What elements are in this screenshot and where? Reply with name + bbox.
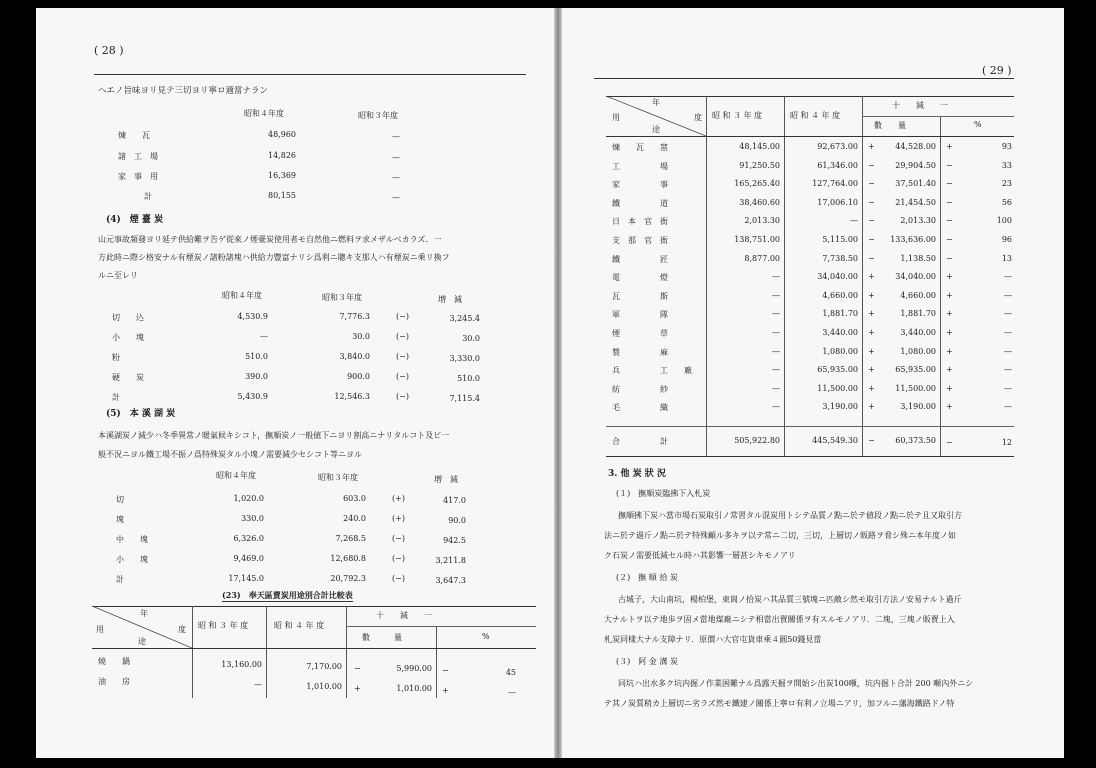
table-row-label: 計 <box>112 393 120 402</box>
big-table-total-rule <box>606 426 1014 427</box>
big-table-row-qty: 65,935.00 <box>895 365 936 375</box>
big-table-row-sign: + <box>946 290 953 300</box>
big-table-total-sign: − <box>868 436 875 445</box>
table-row-value: 7,268.5 <box>335 534 366 543</box>
table5-header: 昭和３年度 <box>318 473 358 482</box>
big-table-row-sign: + <box>868 346 875 356</box>
table-row-change: 3,647.3 <box>435 576 466 585</box>
table23-row-b: 7,170.00 <box>306 662 342 671</box>
big-table-row-b: 5,115.00 <box>822 235 858 244</box>
big-table-row-label: 紡 紗 <box>612 384 668 394</box>
intro-line: ヘエノ旨味ヨリ見テ三切ヨリ寧ロ適當ナラン <box>98 86 269 96</box>
table-row-sign: (−) <box>392 574 405 583</box>
big-table-row-sign: − <box>946 179 953 189</box>
big-table-row-label: 電 燈 <box>612 273 668 283</box>
big-table-row-qty: 2,013.30 <box>900 216 936 226</box>
usage-row-value: 16,369 <box>268 171 296 180</box>
big-table-vline <box>940 116 941 456</box>
big-table-row-sign: + <box>946 346 953 356</box>
table4-header: 昭和４年度 <box>222 291 262 300</box>
table23-row-qty: 5,990.00 <box>396 664 432 673</box>
big-table-corner-left: 用 <box>612 113 620 122</box>
table23-col-1929: 昭 和 ４ 年 度 <box>274 621 325 630</box>
big-table-row-pct: — <box>1004 309 1012 319</box>
book-spine <box>554 8 562 758</box>
sub2-title: (２) 撫 順 拾 炭 <box>616 573 678 582</box>
big-table-row-sign: + <box>868 142 875 151</box>
table23-row-sign: − <box>442 666 449 675</box>
big-table-row-qty: 37,501.40 <box>895 179 936 189</box>
usage-row-value: — <box>392 132 400 141</box>
big-table-col-qty: 數 量 <box>874 121 906 130</box>
table23-vline <box>266 606 267 698</box>
table-row-change: 90.0 <box>448 516 466 525</box>
table-row-value: 603.0 <box>343 494 366 503</box>
page-number-left: ( 28 ) <box>94 44 124 57</box>
usage-total-value: 80,155 <box>268 191 296 200</box>
table23-corner-bottom: 途 <box>138 637 146 646</box>
table-row-label: 小 塊 <box>116 555 148 564</box>
big-table-corner-bottom: 途 <box>652 125 660 134</box>
usage-row-label: 家 事 用 <box>118 172 158 181</box>
big-table-row-label: 煙 草 <box>612 329 668 338</box>
big-table-row-qty: 3,440.00 <box>900 328 936 337</box>
sub3-text-line: 同坑ハ出水多ク坑内掘ノ作業困難ナル爲露天掘ヲ開始シ出炭100噸，坑内掘ト合計 200 噸內外ニシ <box>618 679 974 688</box>
table-row-value: 20,792.3 <box>330 574 366 583</box>
sub2-text-line: 札炭同樣大ナル支障ナリ．原價ハ大官屯貨車乘４圓50錢見當 <box>604 635 822 644</box>
big-table-row-sign: + <box>868 365 875 375</box>
table23-corner-left: 用 <box>96 625 104 634</box>
table23-row-label: 燒 鍋 <box>98 657 130 666</box>
table-row-label: 硬 炭 <box>112 373 144 382</box>
big-table-col-1929: 昭 和 ４ 年 度 <box>790 111 841 120</box>
big-table-row-a: 8,877.00 <box>744 253 780 263</box>
table-row-value: 3,840.0 <box>339 352 370 361</box>
table-row-change: 510.0 <box>457 374 480 383</box>
table-row-value: 1,020.0 <box>233 494 264 503</box>
big-table-row-pct: 33 <box>1001 160 1012 170</box>
big-table-row-sign: + <box>868 402 875 412</box>
right-page <box>562 8 1064 758</box>
table-row-sign: (−) <box>392 554 405 563</box>
big-table-row-sign: − <box>868 253 875 263</box>
table-row-value: 30.0 <box>352 332 370 341</box>
usage-row-value: 48,960 <box>268 130 296 139</box>
big-table-row-pct: 23 <box>1001 179 1012 189</box>
table-row-label: 計 <box>116 575 124 584</box>
table-row-change: 3,211.8 <box>435 556 466 565</box>
big-table-row-label: 兵 工 廠 <box>612 366 692 376</box>
big-table-row-pct: — <box>1004 272 1012 282</box>
big-table-row-sign: + <box>868 328 875 337</box>
big-table-row-sign: − <box>868 235 875 244</box>
big-table-row-pct: 96 <box>1001 235 1012 244</box>
big-table-row-b: 3,190.00 <box>822 402 858 412</box>
big-table-row-a: — <box>772 328 780 337</box>
big-table-row-b: 65,935.00 <box>817 365 858 375</box>
big-table-row-label: 家 事 <box>612 180 668 190</box>
table-row-change: 30.0 <box>462 334 480 343</box>
big-table-row-pct: — <box>1004 402 1012 412</box>
usage-header-1929: 昭和４年度 <box>244 109 284 118</box>
big-table-col-change: 十 減 一 <box>892 101 948 110</box>
big-table-row-pct: 100 <box>996 216 1012 226</box>
table-row-sign: (−) <box>396 392 409 401</box>
big-table-row-a: 91,250.50 <box>739 160 780 170</box>
big-table-row-pct: — <box>1004 290 1012 300</box>
big-table-row-pct: 56 <box>1001 197 1012 207</box>
big-table-row-sign: + <box>946 328 953 337</box>
big-table-row-qty: 1,138.50 <box>900 253 936 263</box>
big-table-row-sign: + <box>868 383 875 393</box>
big-table-row-label: 煉 瓦 窰 <box>612 143 668 152</box>
section3-title: 3. 他 炭 狀 況 <box>608 469 666 479</box>
table-row-value: 5,430.9 <box>237 392 268 401</box>
big-table-header-rule <box>606 136 1014 137</box>
table23-vline <box>192 606 193 698</box>
usage-row-value: — <box>392 173 400 182</box>
table-row-label: 切 込 <box>112 313 144 322</box>
sub3-text-line: テ其ノ炭質稍カ上層切ニ劣ラズ然モ鐵建ノ關係上寧ロ有利ノ立場ニアリ，加フルニ藩海鐵路ドノ特 <box>604 699 955 708</box>
page-number-right: ( 29 ) <box>982 64 1012 77</box>
table23-sub-rule <box>346 626 536 627</box>
big-table-row-pct: 93 <box>1001 142 1012 151</box>
table-row-label: 粉 <box>112 353 120 362</box>
left-page <box>36 8 554 758</box>
table-row-value: 17,145.0 <box>228 574 264 583</box>
table-row-value: 12,546.3 <box>334 392 370 401</box>
big-table-row-a: — <box>772 290 780 300</box>
big-table-row-label: 日 本 官 衙 <box>612 217 668 227</box>
big-table-row-a: — <box>772 402 780 412</box>
big-table-total-sign: − <box>946 438 953 447</box>
section5-text-line: 本溪湖炭ノ減少ハ冬季異常ノ暖氣候キシコト，撫順炭ノ一般値下ニヨリ割高ニナリタルコト及ビ一 <box>98 431 450 440</box>
table-row-value: 330.0 <box>241 514 264 523</box>
big-table-row-qty: 44,528.00 <box>895 142 936 151</box>
big-table-row-pct: — <box>1004 383 1012 393</box>
table-row-label: 切 <box>116 495 124 504</box>
table-row-change: 417.0 <box>443 496 466 505</box>
big-table-row-a: 165,265.40 <box>734 179 780 189</box>
table-row-sign: (−) <box>396 332 409 341</box>
big-table-row-label: 支 那 官 衙 <box>612 236 668 245</box>
usage-total-value: — <box>392 193 400 202</box>
big-table-total-a: 505,922.80 <box>734 436 780 445</box>
big-table-row-a: 48,145.00 <box>739 142 780 151</box>
table23-row-pct: 45 <box>505 668 516 677</box>
section4-text-line: ルニ至レリ <box>98 271 138 280</box>
big-table-row-label: 工 場 <box>612 161 668 171</box>
big-table-row-a: — <box>772 309 780 319</box>
table4-header: 昭和３年度 <box>322 293 362 302</box>
table-row-sign: (−) <box>396 372 409 381</box>
big-table-row-sign: − <box>868 160 875 170</box>
sub1-text-line: ク石炭ノ需要低減セル時ハ其影響一層甚シキモノアリ <box>604 551 796 560</box>
header-rule-right <box>594 78 1014 79</box>
table-row-value: 390.0 <box>245 372 268 381</box>
table23-row-label: 油 房 <box>98 677 130 686</box>
table23-vline <box>346 606 347 698</box>
big-table-total-pct: 12 <box>1001 438 1012 447</box>
big-table-row-sign: − <box>946 197 953 207</box>
big-table-row-label: 鐵 道 <box>612 198 668 208</box>
big-table-total-qty: 60,373.50 <box>895 436 936 445</box>
big-table-row-a: — <box>772 383 780 393</box>
big-table-col-pct: % <box>974 120 982 129</box>
table-row-sign: (−) <box>396 312 409 321</box>
table-row-value: 240.0 <box>343 514 366 523</box>
table-row-label: 塊 <box>116 515 124 524</box>
big-table-row-sign: + <box>946 142 953 151</box>
usage-header-1928: 昭和３年度 <box>358 111 398 120</box>
table-row-value: 6,326.0 <box>233 534 264 543</box>
big-table-row-b: 61,346.00 <box>817 160 858 170</box>
big-table-row-a: — <box>772 365 780 375</box>
table-row-change: 7,115.4 <box>449 394 480 403</box>
big-table-row-sign: − <box>946 235 953 244</box>
big-table-row-a: 38,460.60 <box>739 197 780 207</box>
header-rule <box>94 74 526 75</box>
table-row-value: 900.0 <box>347 372 370 381</box>
big-table-row-sign: + <box>868 272 875 282</box>
big-table-corner-right: 度 <box>694 113 702 122</box>
table-row-sign: (+) <box>392 514 405 523</box>
sub2-text-line: 大ナルトヲ以テ地歩ヲ固メ當地煤廠ニシテ相當出賣關係ヲ有スルモノアリ．二塊，三塊ノ販賣上入 <box>604 615 955 624</box>
big-table-row-label: 毛 織 <box>612 403 668 413</box>
big-table-row-qty: 21,454.50 <box>895 197 936 207</box>
table23-col-pct: % <box>482 632 490 641</box>
big-table-vline <box>862 96 863 456</box>
big-table-row-sign: − <box>946 160 953 170</box>
big-table-row-sign: − <box>868 179 875 189</box>
table-row-value: 12,680.8 <box>330 554 366 563</box>
sub1-title: (１) 撫順炭臨拂下入札炭 <box>616 489 711 498</box>
big-table-row-a: 2,013.30 <box>744 216 780 226</box>
usage-row-label: 諸 工 場 <box>118 152 158 161</box>
big-table-row-pct: — <box>1004 365 1012 375</box>
sub1-text-line: 撫順拂下炭ハ當市場石炭取引ノ常習タル混炭用トシテ品質ノ點ニ於テ値段ノ點ニ於テ且又取引方 <box>618 511 962 520</box>
table-row-sign: (+) <box>392 494 405 503</box>
table-row-change: 3,330.0 <box>449 354 480 363</box>
big-table-row-qty: 4,660.00 <box>900 290 936 300</box>
big-table-row-qty: 11,500.00 <box>895 383 936 393</box>
table-row-value: 7,776.3 <box>339 312 370 321</box>
big-table-row-sign: − <box>946 253 953 263</box>
big-table-row-b: 1,080.00 <box>822 346 858 356</box>
big-table-row-b: 127,764.00 <box>812 179 858 189</box>
big-table-row-qty: 3,190.00 <box>900 402 936 412</box>
table-row-change: 3,245.4 <box>449 314 480 323</box>
big-table-row-sign: − <box>868 197 875 207</box>
table-row-value: 510.0 <box>245 352 268 361</box>
sub3-title: (３) 阿 金 溝 炭 <box>616 657 678 666</box>
big-table-sub-rule <box>862 116 1014 117</box>
big-table-row-a: 138,751.00 <box>734 235 780 244</box>
big-table-row-b: 11,500.00 <box>817 383 858 393</box>
big-table-row-sign: + <box>946 309 953 319</box>
table-row-value: 4,530.9 <box>237 312 268 321</box>
sub1-text-line: 法ニ於テ過斤ノ點ニ於テ特殊顧ル多キヲ以テ常ニ二切，三切，上層切ノ販路ヲ脅シ殊ニ本年度ノ如 <box>604 531 956 540</box>
big-table-row-b: 17,006.10 <box>817 197 858 207</box>
big-table-row-qty: 34,040.00 <box>895 272 936 282</box>
table23-row-pct: — <box>508 688 516 697</box>
big-table-row-qty: 133,636.00 <box>890 235 936 244</box>
table-row-change: 942.5 <box>443 536 466 545</box>
table23-corner-top: 年 <box>140 609 148 618</box>
big-table-row-b: 92,673.00 <box>817 142 858 151</box>
table-row-label: 小 塊 <box>112 333 144 342</box>
big-table-row-sign: + <box>946 272 953 282</box>
big-table-row-sign: + <box>946 402 953 412</box>
table23-vline <box>436 626 437 698</box>
table23-col-1928: 昭 和 ３ 年 度 <box>198 621 249 630</box>
table5-header: 昭和４年度 <box>216 471 256 480</box>
table23-col-qty: 數 量 <box>362 633 402 642</box>
table-row-sign: (−) <box>392 534 405 543</box>
table-row-value: 9,469.0 <box>233 554 264 563</box>
big-table-total-b: 445,549.30 <box>812 436 858 445</box>
big-table-row-pct: — <box>1004 346 1012 356</box>
usage-row-value: 14,826 <box>268 151 296 160</box>
table23-row-b: 1,010.00 <box>306 682 342 691</box>
big-table-col-1928: 昭 和 ３ 年 度 <box>712 111 763 120</box>
table-row-sign: (−) <box>396 352 409 361</box>
big-table-row-label: 製 麻 <box>612 347 668 357</box>
usage-total-label: 計 <box>144 192 152 201</box>
section5-text-line: 般不況ニヨル鐵工場不振ノ爲特殊炭タル小塊ノ需要減少セシコト等ニヨル <box>98 450 362 459</box>
big-table-row-pct: — <box>1004 328 1012 337</box>
big-table-row-b: 1,881.70 <box>822 309 858 319</box>
section4-title: (4) 煙 臺 炭 <box>106 215 164 225</box>
table5-header: 増 減 <box>434 475 458 484</box>
big-table-row-sign: + <box>868 290 875 300</box>
big-table-row-sign: + <box>868 309 875 319</box>
big-table-row-b: 4,660.00 <box>822 290 858 300</box>
section4-text-line: 山元事故頻發ヨリ延テ供給難ヲ告ゲ從來ノ煙臺炭使用者モ自然他ニ燃料ヲ求メザルベカラズ．一 <box>98 235 442 244</box>
big-table-row-qty: 1,080.00 <box>900 346 936 356</box>
usage-row-label: 煉 瓦 <box>118 131 150 140</box>
big-table-row-qty: 1,881.70 <box>900 309 936 319</box>
table23-caption: (23) 奉天區賣炭用途別合計比較表 <box>222 590 353 600</box>
table23-row-a: — <box>254 680 262 689</box>
sub2-text-line: 古城子，大山南坑，楊柏堡，東崗ノ拾炭ハ其品質三號塊ニ匹敵シ然モ取引方法ノ安易ナルト過斤 <box>618 595 962 604</box>
big-table-row-label: 瓦 斯 <box>612 291 668 301</box>
big-table-row-pct: 13 <box>1001 253 1012 263</box>
big-table-vline <box>784 96 785 456</box>
table23-row-sign: + <box>354 684 361 693</box>
table23-col-change: 十 減 一 <box>376 611 432 620</box>
table23-row-sign: − <box>354 664 361 673</box>
big-table-vline <box>706 96 707 456</box>
table23-row-a: 13,160.00 <box>221 660 262 669</box>
table4-header: 増 減 <box>438 295 462 304</box>
big-table-total-label: 合 計 <box>612 437 668 446</box>
big-table-row-label: 軍 隊 <box>612 310 668 320</box>
table-row-value: — <box>260 332 268 341</box>
big-table-bottom-rule <box>606 456 1014 457</box>
big-table-row-b: 3,440.00 <box>822 328 858 337</box>
table23-header-rule <box>92 648 536 649</box>
big-table-row-a: — <box>772 272 780 282</box>
big-table-corner-top: 年 <box>652 98 660 107</box>
big-table-row-b: 7,738.50 <box>822 253 858 263</box>
big-table-row-label: 鐵 匠 <box>612 254 668 264</box>
big-table-row-sign: − <box>946 216 953 226</box>
big-table-row-sign: − <box>868 216 875 226</box>
big-table-row-a: — <box>772 346 780 356</box>
table23-corner-right: 度 <box>178 625 186 634</box>
big-table-row-sign: + <box>946 365 953 375</box>
big-table-row-b: 34,040.00 <box>817 272 858 282</box>
usage-row-value: — <box>392 153 400 162</box>
section4-text-line: 方此時ニ際シ格安ナル有煙炭ノ諸粉諸塊ハ供給力豐富ナリシ爲利ニ聰キ支那人ハ有煙炭ニ乘リ換フ <box>98 253 450 262</box>
big-table-row-qty: 29,904.50 <box>895 160 936 170</box>
table23-row-sign: + <box>442 686 449 695</box>
big-table-row-sign: + <box>946 383 953 393</box>
big-table-row-b: — <box>850 216 858 226</box>
table23-row-qty: 1,010.00 <box>396 684 432 693</box>
table-row-label: 中 塊 <box>116 535 148 544</box>
section5-title: (5) 本 溪 湖 炭 <box>106 409 176 419</box>
